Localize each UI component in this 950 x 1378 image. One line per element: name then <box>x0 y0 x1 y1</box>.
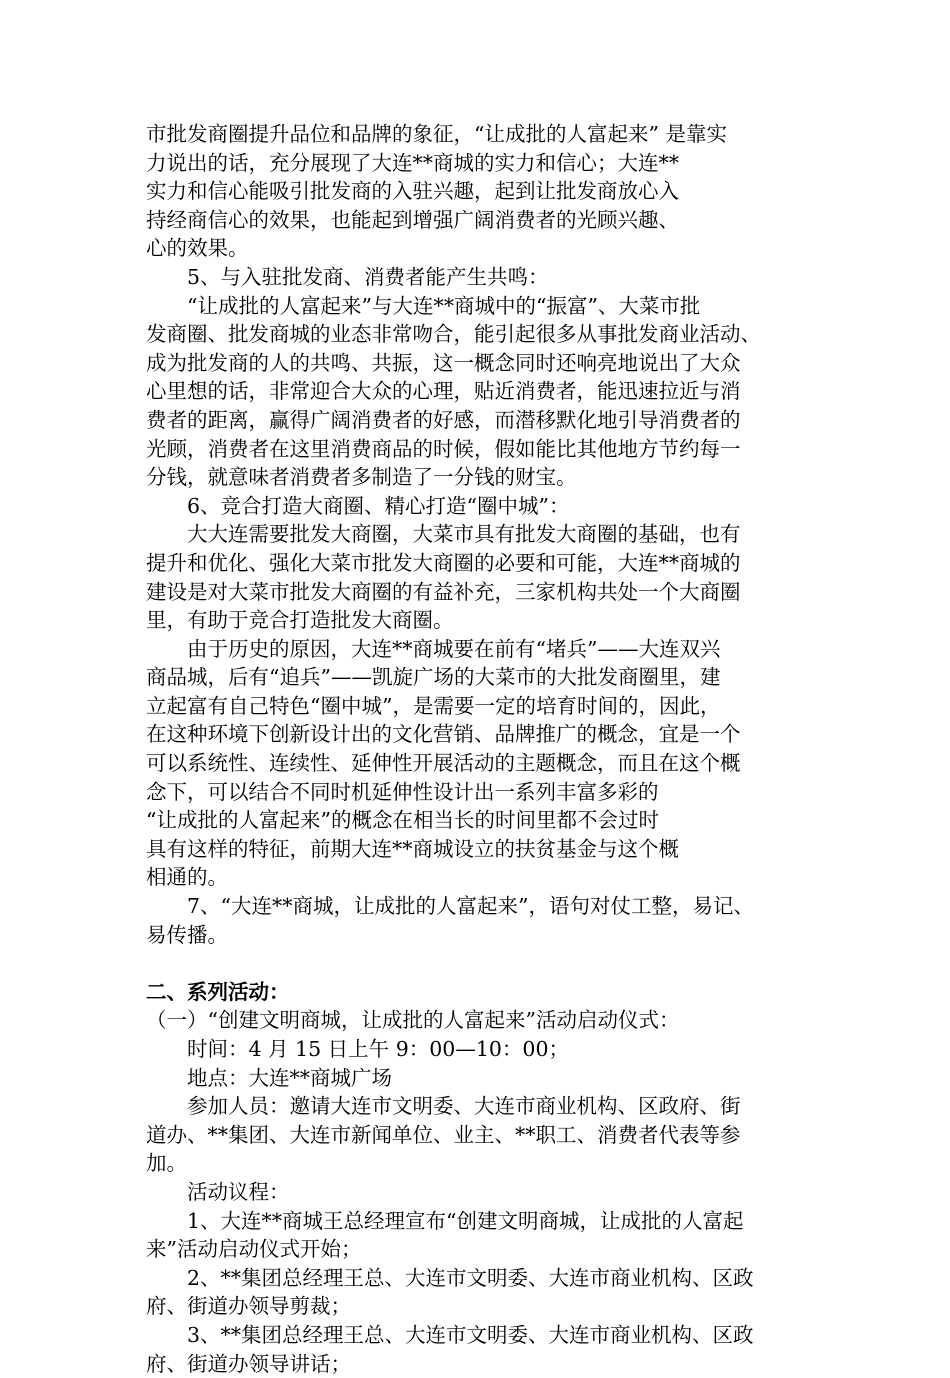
text-line: 来”活动启动仪式开始； <box>146 1237 362 1262</box>
text-line: “让成批的人富起来”与大连**商城中的“振富”、大菜市批 <box>187 293 701 318</box>
text-line: 持经商信心的效果，也能起到增强广阔消费者的光顾兴趣、 <box>146 207 679 232</box>
text-line: 相通的。 <box>146 865 228 890</box>
text-line: 立起富有自己特色“圈中城”，是需要一定的培育时间的，因此， <box>146 693 721 718</box>
text-line: 心的效果。 <box>146 236 249 261</box>
text-line: 费者的距离，赢得广阔消费者的好感，而潜移默化地引导消费者的 <box>146 407 741 432</box>
text-line: 具有这样的特征，前期大连**商城设立的扶贫基金与这个概 <box>146 836 679 861</box>
text-line: 易传播。 <box>146 922 228 947</box>
text-line: 时间：4 月 15 日上午 9：00—10：00； <box>187 1037 569 1061</box>
text-line: 念下，可以结合不同时机延伸性设计出一系列丰富多彩的 <box>146 779 659 804</box>
section-heading: 二、系列活动： <box>146 979 290 1004</box>
text-line: 府、街道办领导剪裁； <box>146 1294 351 1319</box>
text-line: 地点：大连**商城广场 <box>187 1065 392 1090</box>
text-line: 由于历史的原因，大连**商城要在前有“堵兵”——大连双兴 <box>187 636 721 661</box>
text-line: 市批发商圈提升品位和品牌的象征，“让成批的人富起来” 是靠实 <box>146 122 727 146</box>
text-line: “让成批的人富起来”的概念在相当长的时间里都不会过时 <box>146 808 659 833</box>
text-line: 大大连需要批发大商圈，大菜市具有批发大商圈的基础，也有 <box>187 522 741 547</box>
text-line: 2、**集团总经理王总、大连市文明委、大连市商业机构、区政 <box>187 1265 754 1290</box>
text-line: 建设是对大菜市批发大商圈的有益补充，三家机构共处一个大商圈 <box>146 579 741 604</box>
text-line: 7、“大连**商城，让成批的人富起来”，语句对仗工整，易记、 <box>187 894 755 919</box>
text-line: 光顾，消费者在这里消费商品的时候，假如能比其他地方节约每一 <box>146 436 741 461</box>
text-line: 里，有助于竞合打造批发大商圈。 <box>146 608 454 633</box>
activity-paragraphs <box>146 1006 836 1378</box>
text-line: 发商圈、批发商城的业态非常吻合，能引起很多从事批发商业活动、 <box>146 322 761 347</box>
text-line: 1、大连**商城王总经理宣布“创建文明商城，让成批的人富起 <box>187 1208 744 1233</box>
text-line: 心里想的话，非常迎合大众的心理，贴近消费者，能迅速拉近与消 <box>146 379 741 404</box>
body-paragraphs <box>146 120 836 949</box>
text-line: 提升和优化、强化大菜市批发大商圈的必要和可能，大连**商城的 <box>146 550 741 575</box>
text-line: 商品城，后有“追兵”——凯旋广场的大菜市的大批发商圈里，建 <box>146 665 721 690</box>
text-line: 6、竞合打造大商圈、精心打造“圈中城”： <box>187 493 570 518</box>
text-line: 在这种环境下创新设计出的文化营销、品牌推广的概念，宜是一个 <box>146 722 741 747</box>
text-line: 参加人员：邀请大连市文明委、大连市商业机构、区政府、街 <box>187 1094 741 1119</box>
text-line: 实力和信心能吸引批发商的入驻兴趣，起到让批发商放心入 <box>146 179 679 204</box>
text-line: （一）“创建文明商城，让成批的人富起来”活动启动仪式： <box>146 1008 680 1033</box>
text-line: 力说出的话，充分展现了大连**商城的实力和信心；大连** <box>146 150 679 175</box>
text-line: 5、与入驻批发商、消费者能产生共鸣： <box>187 264 549 289</box>
text-line: 成为批发商的人的共鸣、共振，这一概念同时还响亮地说出了大众 <box>146 350 741 375</box>
text-line: 可以系统性、连续性、延伸性开展活动的主题概念，而且在这个概 <box>146 751 741 776</box>
text-line: 府、街道办领导讲话； <box>146 1351 351 1376</box>
text-line: 加。 <box>146 1151 187 1176</box>
document-body <box>146 120 836 1378</box>
text-line: 分钱，就意味者消费者多制造了一分钱的财宝。 <box>146 465 577 490</box>
text-line: 道办、**集团、大连市新闻单位、业主、**职工、消费者代表等参 <box>146 1122 741 1147</box>
text-line: 活动议程： <box>187 1179 290 1204</box>
text-line: 3、**集团总经理王总、大连市文明委、大连市商业机构、区政 <box>187 1322 754 1347</box>
